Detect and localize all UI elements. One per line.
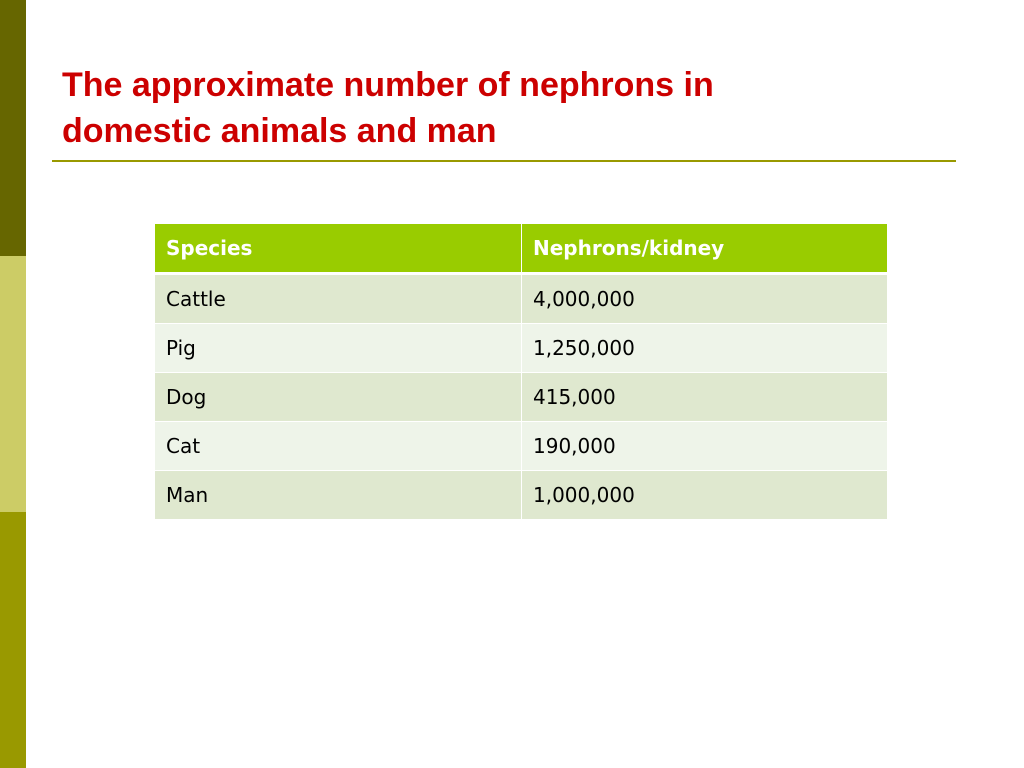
table-row <box>155 373 888 422</box>
table-row <box>155 471 888 520</box>
header-species: Species <box>155 224 522 274</box>
slide-title <box>62 62 962 154</box>
nephron-table <box>154 223 888 520</box>
table-header-row <box>155 224 888 274</box>
table-row <box>155 324 888 373</box>
header-nephrons: Nephrons/kidney <box>522 224 888 274</box>
side-band-bottom <box>0 512 26 768</box>
title-divider <box>52 160 956 162</box>
side-band-middle <box>0 256 26 512</box>
nephrons-cell: 4,000,000 <box>522 274 888 324</box>
table-row <box>155 274 888 324</box>
side-band-top <box>0 0 26 256</box>
nephrons-cell: 1,000,000 <box>522 471 888 520</box>
species-cell: Man <box>155 471 522 520</box>
nephrons-cell: 415,000 <box>522 373 888 422</box>
species-cell: Cattle <box>155 274 522 324</box>
species-cell: Dog <box>155 373 522 422</box>
title-line-1: The approximate number of nephrons in <box>62 66 714 104</box>
nephrons-cell: 1,250,000 <box>522 324 888 373</box>
table-row <box>155 422 888 471</box>
nephrons-cell: 190,000 <box>522 422 888 471</box>
title-line-2: domestic animals and man <box>62 112 497 150</box>
species-cell: Pig <box>155 324 522 373</box>
species-cell: Cat <box>155 422 522 471</box>
